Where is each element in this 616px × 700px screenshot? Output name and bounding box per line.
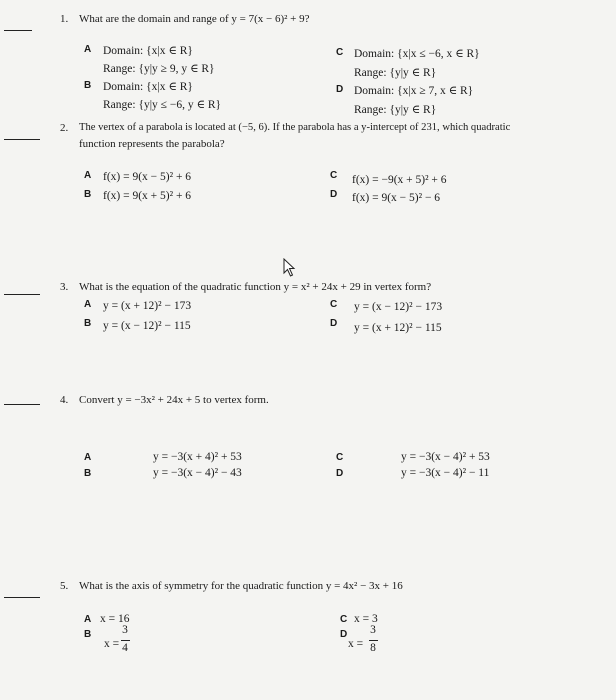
q2-option-a-letter: A xyxy=(84,170,92,181)
q3-option-b: y = (x − 12)² − 115 xyxy=(103,320,191,332)
q2-option-d-letter: D xyxy=(330,189,338,200)
q5-option-b-denominator: 4 xyxy=(122,642,128,654)
q4-option-c: y = −3(x − 4)² + 53 xyxy=(401,451,490,463)
q1-option-b-domain: Domain: {x|x ∈ R} xyxy=(103,81,193,93)
q5-option-d-prefix: x = xyxy=(348,638,364,650)
q1-option-c-range: Range: {y|y ∈ R} xyxy=(354,67,437,79)
q5-option-d-letter: D xyxy=(340,629,348,640)
q1-option-c-letter: C xyxy=(336,47,344,58)
q5-option-b-fraction-bar xyxy=(121,640,130,641)
q2-option-c-letter: C xyxy=(330,170,338,181)
answer-blank-q4[interactable] xyxy=(4,404,40,405)
mouse-pointer-icon xyxy=(283,258,297,283)
q2-option-c: f(x) = −9(x + 5)² + 6 xyxy=(352,174,447,186)
answer-blank-q2[interactable] xyxy=(4,139,40,140)
q4-option-b-letter: B xyxy=(84,468,92,479)
q3-option-a: y = (x + 12)² − 173 xyxy=(103,300,192,312)
q5-option-c: x = 3 xyxy=(354,613,378,625)
question-text-1: What are the domain and range of y = 7(x − 6)² + 9? xyxy=(79,13,310,25)
q4-option-d: y = −3(x − 4)² − 11 xyxy=(401,467,490,479)
q5-option-a: x = 16 xyxy=(100,613,130,625)
question-number-4: 4. xyxy=(60,394,69,406)
q4-option-c-letter: C xyxy=(336,452,344,463)
q2-option-b-letter: B xyxy=(84,189,92,200)
q3-option-a-letter: A xyxy=(84,299,92,310)
q5-option-a-letter: A xyxy=(84,614,92,625)
answer-blank-q1[interactable] xyxy=(4,30,32,31)
question-number-3: 3. xyxy=(60,281,69,293)
q1-option-d-letter: D xyxy=(336,84,344,95)
question-text-4: Convert y = −3x² + 24x + 5 to vertex form. xyxy=(79,394,269,406)
q3-option-d-letter: D xyxy=(330,318,338,329)
q4-option-b: y = −3(x − 4)² − 43 xyxy=(153,467,242,479)
question-text-2-line1: The vertex of a parabola is located at (−5, 6). If the parabola has a y-intercept of 231, which quadratic xyxy=(79,122,511,133)
question-number-2: 2. xyxy=(60,122,69,134)
answer-blank-q5[interactable] xyxy=(4,597,40,598)
question-text-2-line2: function represents the parabola? xyxy=(79,138,225,150)
q5-option-d-denominator: 8 xyxy=(370,642,376,654)
q3-option-d: y = (x + 12)² − 115 xyxy=(354,322,442,334)
q5-option-b-prefix: x = xyxy=(104,638,120,650)
q1-option-c-domain: Domain: {x|x ≤ −6, x ∈ R} xyxy=(354,48,480,60)
q4-option-a: y = −3(x + 4)² + 53 xyxy=(153,451,242,463)
q3-option-c: y = (x − 12)² − 173 xyxy=(354,301,443,313)
q5-option-b-numerator: 3 xyxy=(122,624,128,636)
question-text-5: What is the axis of symmetry for the quadratic function y = 4x² − 3x + 16 xyxy=(79,580,403,592)
q5-option-d-fraction-bar xyxy=(369,640,378,641)
question-text-3: What is the equation of the quadratic function y = x² + 24x + 29 in vertex form? xyxy=(79,281,432,293)
question-number-5: 5. xyxy=(60,580,69,592)
q1-option-a-letter: A xyxy=(84,44,92,55)
q5-option-b-letter: B xyxy=(84,629,92,640)
q2-option-d: f(x) = 9(x − 5)² − 6 xyxy=(352,192,441,204)
q5-option-d-numerator: 3 xyxy=(370,624,376,636)
q1-option-b-range: Range: {y|y ≤ −6, y ∈ R} xyxy=(103,99,222,111)
q1-option-d-domain: Domain: {x|x ≥ 7, x ∈ R} xyxy=(354,85,474,97)
question-number-1: 1. xyxy=(60,13,69,25)
q2-option-b: f(x) = 9(x + 5)² + 6 xyxy=(103,190,192,202)
q3-option-c-letter: C xyxy=(330,299,338,310)
q1-option-d-range: Range: {y|y ∈ R} xyxy=(354,104,437,116)
q2-option-a: f(x) = 9(x − 5)² + 6 xyxy=(103,171,192,183)
q1-option-a-range: Range: {y|y ≥ 9, y ∈ R} xyxy=(103,63,215,75)
answer-blank-q3[interactable] xyxy=(4,294,40,295)
q1-option-b-letter: B xyxy=(84,80,92,91)
q1-option-a-domain: Domain: {x|x ∈ R} xyxy=(103,45,193,57)
q4-option-d-letter: D xyxy=(336,468,344,479)
q4-option-a-letter: A xyxy=(84,452,92,463)
q5-option-c-letter: C xyxy=(340,614,348,625)
q3-option-b-letter: B xyxy=(84,318,92,329)
